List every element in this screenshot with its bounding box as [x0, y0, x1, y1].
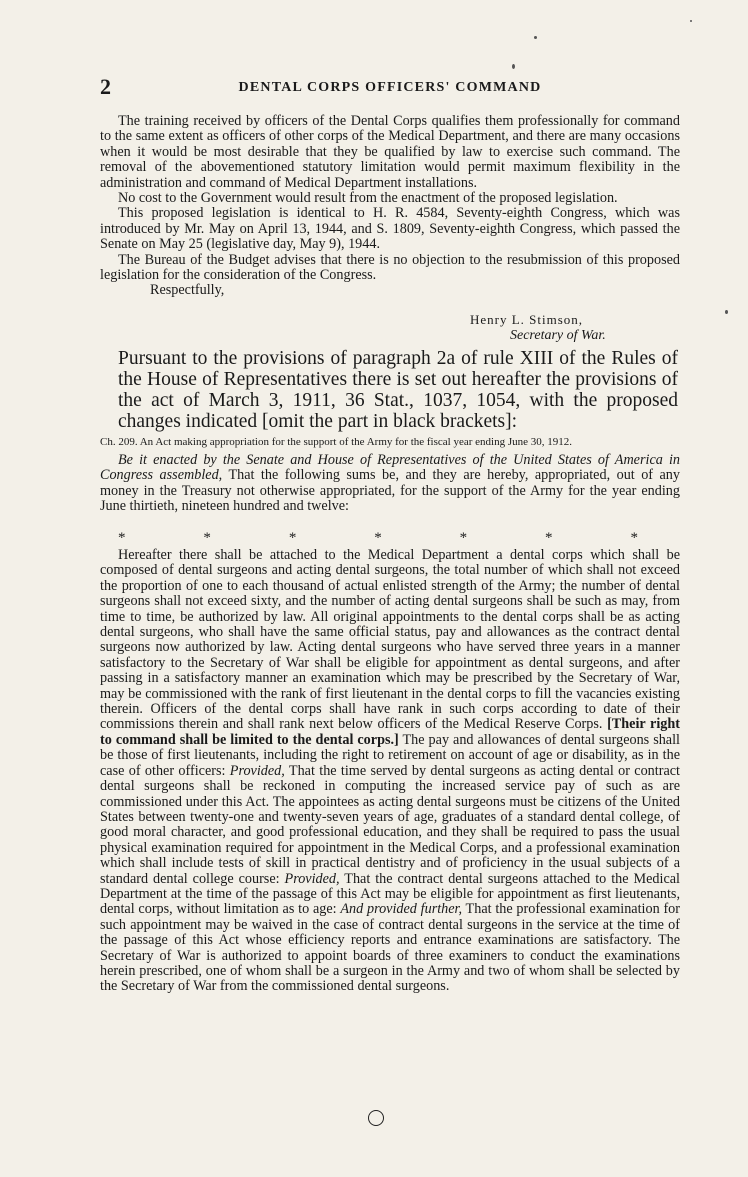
speck	[512, 64, 515, 69]
statute-text-part: The pay and allowances of dental surgeons shall be those of first lieutenants, including the right to retirement on account of age or disability, as in the case of other officers:	[100, 731, 680, 779]
pursuant-statement: Pursuant to the provisions of paragraph 2a of rule XIII of the Rules of the House of Representatives there is set out hereafter the provisions of the act of March 3, 1911, 36 Stat., 1037, 1054, with the proposed changes indicated [omit the part in black brackets]:	[118, 348, 678, 432]
statute-text	[100, 548, 680, 995]
letter-paragraph: No cost to the Government would result from the enactment of the proposed legislation.	[118, 190, 618, 207]
omission-stars	[118, 530, 638, 547]
provided-further-italic: And provided further,	[340, 901, 463, 918]
provided-italic: Provided,	[229, 762, 285, 779]
star: *	[630, 530, 638, 546]
page-number: 2	[100, 74, 111, 99]
letter-paragraph: The Bureau of the Budget advises that there is no objection to the resubmission of this proposed legislation for the consideration of the Congress.	[100, 251, 680, 284]
speck	[534, 36, 537, 39]
letter-paragraph: The training received by officers of the Dental Corps qualifies them professionally for command to the same extent as officers of other corps of the Medical Department, and there are many occasions when it would be most desirable that they be qualified by law to exercise such command. The removal of the abovementioned statutory limitation would permit maximum flexibility in the administration and command of Medical Department installations.	[100, 113, 680, 191]
signature-name: Henry L. Stimson,	[470, 312, 584, 327]
signature-title: Secretary of War.	[510, 328, 606, 343]
star: *	[374, 530, 382, 546]
chapter-line: Ch. 209. An Act making appropriation for the support of the Army for the fiscal year ending June 30, 1912.	[100, 436, 572, 448]
statute-text-part: That the time served by dental surgeons as acting dental or contract dental surgeons shall be reckoned in computing the increased service pay of such as are commissioned under this Act. The appointees as acting dental surgeons must be citizens of the United States between twenty-one and twenty-seven years of age, graduates of a standard dental college, of good moral character, and good professional education, and they shall be required to pass the usual physical examination required for appointment in the Medical Corps, and a professional examination which shall include tests of skill in practical dentistry and of proficiency in the usual subjects of a standard dental college course:	[100, 762, 680, 887]
speck	[690, 20, 692, 22]
speck	[725, 310, 728, 314]
bracketed-text: [Their right to command shall be limited to the dental corps.]	[100, 716, 680, 748]
running-title: DENTAL CORPS OFFICERS' COMMAND	[238, 80, 542, 95]
statute-text-part: That the contract dental surgeons attached to the Medical Department at the time of the passage of this Act may be eligible for appointment as first lieutenants, dental corps, without limitation as to age:	[100, 870, 680, 918]
star: *	[203, 530, 211, 546]
end-mark-icon	[368, 1110, 384, 1126]
star: *	[118, 530, 126, 546]
star: *	[545, 530, 553, 546]
enacting-text: That the following sums be, and they are hereby, appropriated, out of any money in the Treasury not otherwise appropriated, for the support of the Army for the year ending June thirtieth, nineteen hundred and twelve:	[100, 467, 680, 515]
page-header	[100, 74, 680, 102]
letter-paragraph: This proposed legislation is identical to H. R. 4584, Seventy-eighth Congress, which was introduced by Mr. May on April 13, 1944, and S. 1809, Seventy-eighth Congress, which passed the Senate on May 25 (legislative day, May 9), 1944.	[100, 205, 680, 253]
statute-text-part: Hereafter there shall be attached to the Medical Department a dental corps which shall be composed of dental surgeons and acting dental surgeons, the total number of which shall not exceed the proportion of one to each thousand of actual enlisted strength of the Army; the number of dental surgeons shall not exceed sixty, and the number of acting dental surgeons shall be such as may, from time to time, be authorized by law. All original appointments to the dental corps shall be as acting dental surgeons, who shall have the same official status, pay and allowances as the contract dental surgeons now authorized by law. Acting dental surgeons who have served three years in a manner satisfactory to the Secretary of War shall be eligible for appointment as dental surgeons, and after passing in a satisfactory manner an examination which may be prescribed by the Secretary of War, may be commissioned with the rank of first lieutenant in the dental corps to fill the vacancies existing therein. Officers of the dental corps shall have rank in such corps according to date of their commissions therein and shall rank next below officers of the Medical Reserve Corps.	[100, 547, 680, 733]
provided-italic: Provided,	[284, 870, 340, 887]
enacting-italic: Be it enacted by the Senate and House of Representatives of the United States of America in Congress assembled,	[100, 452, 680, 484]
letter-closing: Respectfully,	[150, 282, 225, 299]
star: *	[288, 530, 297, 546]
enacting-clause	[100, 453, 680, 515]
star: *	[459, 530, 468, 546]
statute-text-part: That the professional examination for such appointment may be waived in the case of contract dental surgeons in the service at the time of the passage of this Act whose efficiency reports and entrance examinations are satisfactory. The Secretary of War is authorized to appoint boards of three examiners to conduct the examinations herein prescribed, one of whom shall be a surgeon in the Army and two of whom shall be selected by the Secretary of War from the commissioned dental surgeons.	[100, 901, 680, 995]
letter-body	[100, 114, 680, 299]
